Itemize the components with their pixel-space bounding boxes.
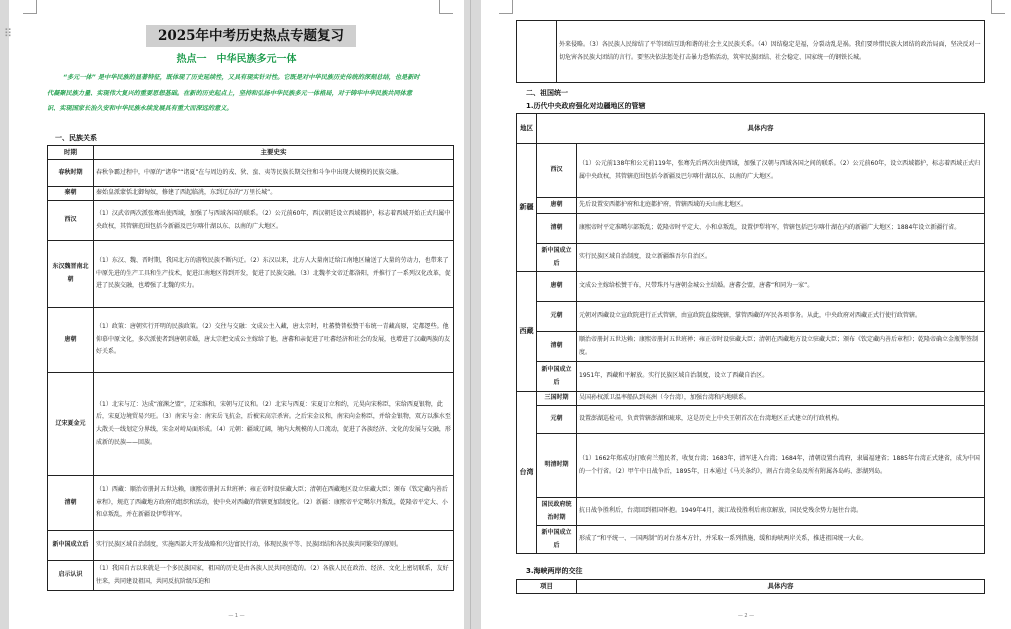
period-cell: 唐朝 xyxy=(48,308,94,373)
content-cell: 抗日战争胜利后，台湾回到祖国怀抱。1949年4月，渡江战役胜利后南京解放，国民党残余势力退往台湾。 xyxy=(577,498,985,526)
period-cell: 唐朝 xyxy=(537,198,577,214)
content-cell: 康熙帝时平定准噶尔部叛乱；乾隆帝时平定大、小和卓叛乱，设置伊犁将军，管辖包括巴尔喀什湖在内的新疆广大地区；1884年设立新疆行省。 xyxy=(577,214,985,244)
region-cell: 西藏 xyxy=(517,272,537,392)
period-cell: 春秋时期 xyxy=(48,160,94,187)
page-number: — 1 — xyxy=(228,613,245,619)
crop-mark xyxy=(23,0,37,14)
facts-cell: 秦始皇派蒙恬北御匈奴，修建了西起临洮，东到辽东的“万里长城”。 xyxy=(94,187,454,201)
period-cell: 清朝 xyxy=(537,332,577,362)
table-header: 地区 xyxy=(517,114,537,144)
document-title: 2025年中考历史热点专题复习 xyxy=(146,25,356,47)
content-cell: 吴国孙权派卫温率船队到夷洲（今台湾），加强台湾和内地联系。 xyxy=(577,392,985,406)
period-cell: 东汉魏晋南北朝 xyxy=(48,241,94,308)
facts-cell: （1）汉武帝两次派张骞出使西域，加强了与西域各国的联系。（2）公元前60年，西汉朝廷设立西域都护，标志着西域开始正式归属中央政权，其管辖范围包括今新疆及巴尔喀什湖以东、以南的广大地区。 xyxy=(94,201,454,241)
content-cell: （1）公元前138年和公元前119年，张骞先后两次出使西域，加强了汉朝与西域各国之间的联系。（2）公元前60年，设立西域都护，标志着西域正式归属中央政权，其管辖范围包括今新疆及巴尔喀什湖以东、以南的广大地区。 xyxy=(577,144,985,198)
content-cell: （1）1662年郑成功打败荷兰殖民者，收复台湾；1683年，清军进入台湾；1684年，清朝设置台湾府，隶属福建省；1885年台湾正式建省，成为中国的一个行省。（2）甲午中日战争后，1895年，日本通过《马关条约》，割占台湾全岛及所有附属各岛屿、澎湖列岛。 xyxy=(577,434,985,498)
period-cell: 新中国成立后 xyxy=(537,244,577,272)
period-cell: 新中国成立后 xyxy=(537,362,577,392)
period-cell: 西汉 xyxy=(48,201,94,241)
facts-cell: （1）我国自古以来就是一个多民族国家，祖国的历史是由各族人民共同创造的。（2）各族人民在政治、经济、文化上密切联系，友好往来，共同建设祖国，共同反抗阶级压迫和 xyxy=(94,561,454,591)
period-cell: 三国时期 xyxy=(537,392,577,406)
period-cell: 国民政府统治时期 xyxy=(537,498,577,526)
region-cell: 新疆 xyxy=(517,144,537,272)
document-page-1 xyxy=(9,0,464,629)
ethnic-relations-table xyxy=(47,145,454,591)
page-number: — 2 — xyxy=(737,613,755,619)
content-cell: 文成公主嫁给松赞干布，尺带珠丹与唐朝金城公主结婚。唐蕃会盟，唐蕃“和同为一家”。 xyxy=(577,272,985,302)
region-cell: 台湾 xyxy=(517,392,537,554)
cross-strait-table xyxy=(516,579,985,594)
document-page-2 xyxy=(481,0,1011,629)
period-cell: 清朝 xyxy=(48,476,94,531)
drag-handle-icon[interactable]: ⠿ xyxy=(4,27,12,40)
period-cell: 清朝 xyxy=(537,214,577,244)
facts-cell: （1）东汉、魏、晋时期，我国北方的游牧民族不断内迁。（2）东汉以来，北方人大量南迁给江南地区输送了大量的劳动力，也带来了中原先进的生产工具和生产技术，促进江南地区得到开发，促进了民族交融。（3）北魏孝文帝迁都洛阳，并推行了一系列汉化改革，促进了民族交融，也增强了北魏的实力。 xyxy=(94,241,454,308)
facts-cell: 实行民族区域自治制度，实施西部大开发战略和兴边富民行动，体现民族平等、民族团结和各民族共同繁荣的原则。 xyxy=(94,531,454,561)
content-cell: 实行民族区域自治制度，设立新疆维吾尔自治区。 xyxy=(577,244,985,272)
facts-cell: 外来侵略。（3）各民族人民缔结了平等团结互助和谐的社会主义民族关系。（4）因结稳定是福，分裂动乱是祸。我们要珍惜民族大团结的政治局面，坚决反对一切危害各民族大团结的言行。要坚决依法惩处打击暴力恐怖活动，筑牢民族团结、社会稳定、国家统一的钢铁长城。 xyxy=(557,21,985,83)
hotspot-subtitle: 热点一 中华民族多元一体 xyxy=(176,54,297,65)
content-cell: 1951年，西藏和平解放。实行民族区域自治制度，设立了西藏自治区。 xyxy=(577,362,985,392)
facts-cell: （1）政策：唐朝实行开明的民族政策。（2）交往与交融：文成公主入藏，唐太宗时，吐蕃赞普松赞干布统一青藏高原，定都逻些。他仰慕中原文化，多次派使者到唐朝求婚，唐太宗把文成公主嫁给了他，唐蕃和亲促进了吐蕃经济和社会的发展，也增进了汉藏两族的友好关系。 xyxy=(94,308,454,373)
table-header: 具体内容 xyxy=(537,114,985,144)
facts-cell: 春秋争霸过程中，中原的“诸华”“诸夏”在与周边的戎、狄、蛮、夷等民族长期交往和斗争中出现大规模的民族交融。 xyxy=(94,160,454,187)
period-cell: 辽宋夏金元 xyxy=(48,373,94,476)
period-cell: 明清时期 xyxy=(537,434,577,498)
table-header: 项目 xyxy=(517,580,577,594)
content-cell: 元朝对西藏设立宣政院进行正式管辖，由宣政院直接统辖，掌管西藏的军民各项事务。从此，中央政府对西藏正式行使行政管辖。 xyxy=(577,302,985,332)
period-cell: 元朝 xyxy=(537,406,577,434)
border-governance-table xyxy=(516,113,985,554)
crop-mark xyxy=(991,0,1005,14)
period-cell: 新中国成立后 xyxy=(537,526,577,554)
content-cell: 先后设置安西都护府和北庭都护府，管辖西域的天山南北地区。 xyxy=(577,198,985,214)
period-cell: 秦朝 xyxy=(48,187,94,201)
period-cell: 元朝 xyxy=(537,302,577,332)
continued-table xyxy=(516,20,985,83)
section-heading: 一、民族关系 xyxy=(55,134,97,142)
intro-paragraph: “多元一体” 是中华民族的显著特征，既体现了历史延续性，又具有现实针对性。它既是对中华民族历史传统的深刻总结，也是新时代凝聚民族力量、实现伟大复兴的重要思想基础。在新的历史起点上，坚持和弘扬中华民族多元一体格局，对于铸牢中华民族共同体意识、实现国家长治久安和中华民族永续发展具有重大而深远的意义。 xyxy=(47,74,420,112)
content-cell: 形成了“和平统一、一国两制”的对台基本方针，并采取一系列措施，缓和海峡两岸关系，推进祖国统一大业。 xyxy=(577,526,985,554)
table-header: 具体内容 xyxy=(577,580,985,594)
facts-cell: （1）西藏：顺治帝册封五世达赖，康熙帝册封五世班禅；雍正帝时设驻藏大臣；清朝在西藏地区设立驻藏大臣；颁布《钦定藏内善后章程》，规范了西藏地方政府的组织和活动，使中央对西藏的管辖更加制度化。（2）新疆：康熙帝平定噶尔丹叛乱，乾隆帝平定大、小和卓叛乱，并在新疆设伊犁将军。 xyxy=(94,476,454,531)
crop-mark xyxy=(439,0,453,14)
page-gap xyxy=(470,0,471,629)
content-cell: 顺治帝册封五世达赖；康熙帝册封五世班禅；雍正帝时设驻藏大臣；清朝在西藏地方设立驻藏大臣；颁布《钦定藏内善后章程》；乾隆帝确立金瓶掣签制度。 xyxy=(577,332,985,362)
table-header: 主要史实 xyxy=(94,146,454,160)
content-cell: 设置澎湖巡检司，负责管辖澎湖和琉球，这是历史上中央王朝首次在台湾地区正式建立的行政机构。 xyxy=(577,406,985,434)
section-heading: 二、祖国统一 xyxy=(526,89,568,97)
period-cell: 新中国成立后 xyxy=(48,531,94,561)
table-header: 时期 xyxy=(48,146,94,160)
facts-cell: （1）北宋与辽：达成“澶渊之盟”，辽宋维和，宋朝与辽议和。（2）北宋与西夏：宋夏订立和约，元昊向宋称臣，宋给西夏银物，此后，宋夏边境贸易兴旺。（3）南宋与金：南宋岳飞抗金，后被宋高宗杀害。之后宋金议和，南宋向金称臣，并给金银物，双方以淮水至大散关一线划定分界线，宋金对峙局面形成。（4）元朝：疆域辽阔，境内大规模的人口流动，促进了各族经济、文化的发展与交融，形成新的民族——回族。 xyxy=(94,373,454,476)
subsection-heading: 1.历代中央政府强化对边疆地区的管辖 xyxy=(526,102,646,110)
period-cell: 西汉 xyxy=(537,144,577,198)
crop-mark xyxy=(499,0,513,14)
empty-cell xyxy=(517,21,557,83)
period-cell: 唐朝 xyxy=(537,272,577,302)
period-cell: 启示认识 xyxy=(48,561,94,591)
subsection-heading: 3.海峡两岸的交往 xyxy=(526,567,583,575)
